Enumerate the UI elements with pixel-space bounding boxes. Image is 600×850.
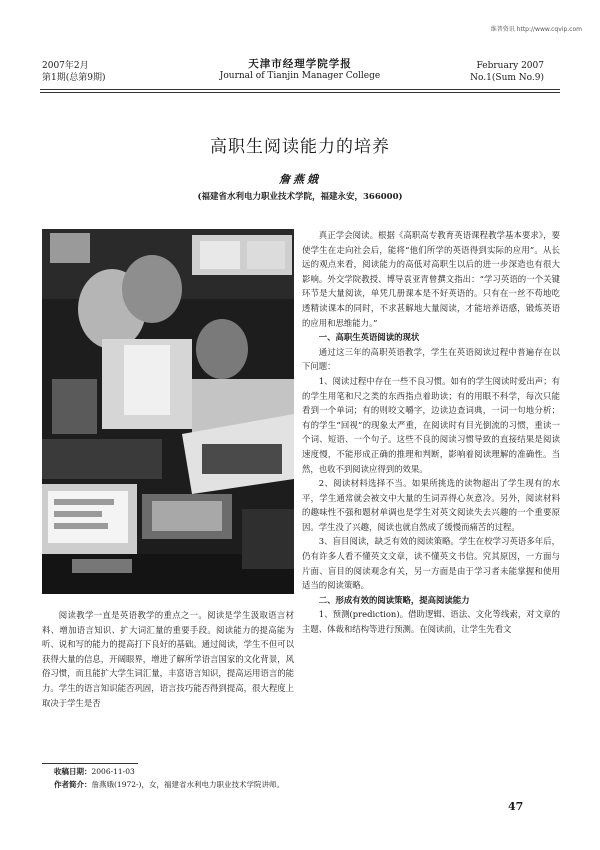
paragraph: 通过这三年的高职英语教学，学生在英语阅读过程中普遍存在以下问题： (302, 346, 560, 372)
classroom-photo-image (42, 229, 294, 594)
header-issue-cn: 第1期(总第9期) (42, 73, 106, 83)
footnote-author-value: 詹燕娥(1972-)，女，福建省水利电力职业技术学院讲师。 (91, 780, 284, 789)
paragraph: 1、阅读过程中存在一些不良习惯。如有的学生阅读时爱出声；有的学生用笔和尺之类的东西指点着助读；有的用眼不科学，每次只能看到一个单词；有的则咬文嚼字，边读边查词典，一词一句地分析；有的学生“回视”的现象太严重，在阅读时有目光倒流的习惯，重读一个词、短语、一个句子。这些不良的阅读习惯导致的直接结果是阅读速度慢，不能形成正确的推理和判断，影响着阅读理解的准确性。当然，也收不到阅读应得到的效果。 (302, 375, 560, 474)
section-heading-1: 一、高职生英语阅读的现状 (318, 332, 420, 343)
article-affiliation: (福建省水利电力职业技术学院，福建永安，366000) (197, 192, 403, 202)
page-number: 47 (508, 800, 524, 813)
article-author: 詹燕娥 (279, 173, 321, 186)
journal-name-en: Journal of Tianjin Manager College (219, 71, 381, 81)
footnote-author (54, 779, 284, 791)
paragraph: 阅读教学一直是英语教学的重点之一。阅读是学生汲取语言材料、增加语言知识、扩大词汇量的重要手段。阅读能力的提高能为听、说和写的能力的提高打下良好的基础。通过阅读，学生不但可以获得大量的信息，开阔眼界，增进了解所学语言国家的文化背景，风俗习惯，而且能扩大学生词汇量，丰富语言知识，提高运用语言的能力。学生的语言知识能否巩固，语言技巧能否得到提高，很大程度上取决于学生是否 (42, 610, 294, 708)
footnote-received-value: 2006-11-03 (91, 767, 135, 776)
header-date-cn: 2007年2月 (42, 61, 89, 71)
paragraph: 1、预测(prediction)。借助逻辑、语法、文化等线索，对文章的主题、体裁和结构等进行预测。在阅读前，让学生先看文 (302, 609, 560, 635)
footnote-rule (42, 763, 138, 764)
body-column-right (302, 228, 560, 637)
body-column-left (42, 608, 294, 710)
classroom-photo (42, 229, 294, 594)
section-heading-2: 二、形成有效的阅读策略，提高阅读能力 (318, 594, 470, 605)
article-title: 高职生阅读能力的培养 (210, 137, 390, 157)
header-rule-bottom (40, 92, 560, 93)
footnote-received (54, 766, 135, 778)
header-right (470, 60, 544, 84)
paragraph: 真正学会阅读。根据《高职高专教育英语课程教学基本要求》，要使学生在走向社会后，能将“他们所学的英语得到实际的应用”。从长远的观点来看，阅读能力的高低对高职生以后的进一步深造也有很大影响。外交学院教授、博导袁亚青曾撰文指出：“学习英语的一个关键环节是大量阅读，单凭几册课本是不好英语的。只有在一丝不苟地吃透精读课本的同时，不求甚解地大量阅读，才能培养语感，锻炼英语的应用和思维能力。” (302, 230, 560, 328)
header-date-en: February 2007 (476, 61, 544, 71)
header-issue-en: No.1(Sum No.9) (470, 73, 544, 83)
footnote-author-label: 作者简介： (54, 780, 92, 789)
journal-name-cn: 天津市经理学院学报 (248, 58, 352, 70)
header-left (42, 60, 105, 84)
paragraph: 2、阅读材料选择不当。如果所挑选的读物超出了学生现有的水平，学生通常就会被文中大量的生词弄得心灰意冷。另外，阅读材料的趣味性不强和题材单调也是学生对英文阅读失去兴趣的一个重要原因。学生没了兴趣，阅读也就自然成了缓慢而痛苦的过程。 (302, 478, 560, 532)
paragraph: 3、盲目阅读，缺乏有效的阅读策略。学生在校学习英语多年后，仍有许多人看不懂英文文章，读不懂英文书信。究其原因，一方面与片面、盲目的阅读观念有关，另一方面是由于学习者未能掌握和使用适当的阅读策略。 (302, 536, 560, 591)
watermark-text: 维普资讯 http://www.cqvip.com (490, 26, 582, 33)
footnote-received-label: 收稿日期： (54, 767, 92, 776)
header-rule-top (40, 89, 560, 90)
header-journal (200, 58, 400, 82)
